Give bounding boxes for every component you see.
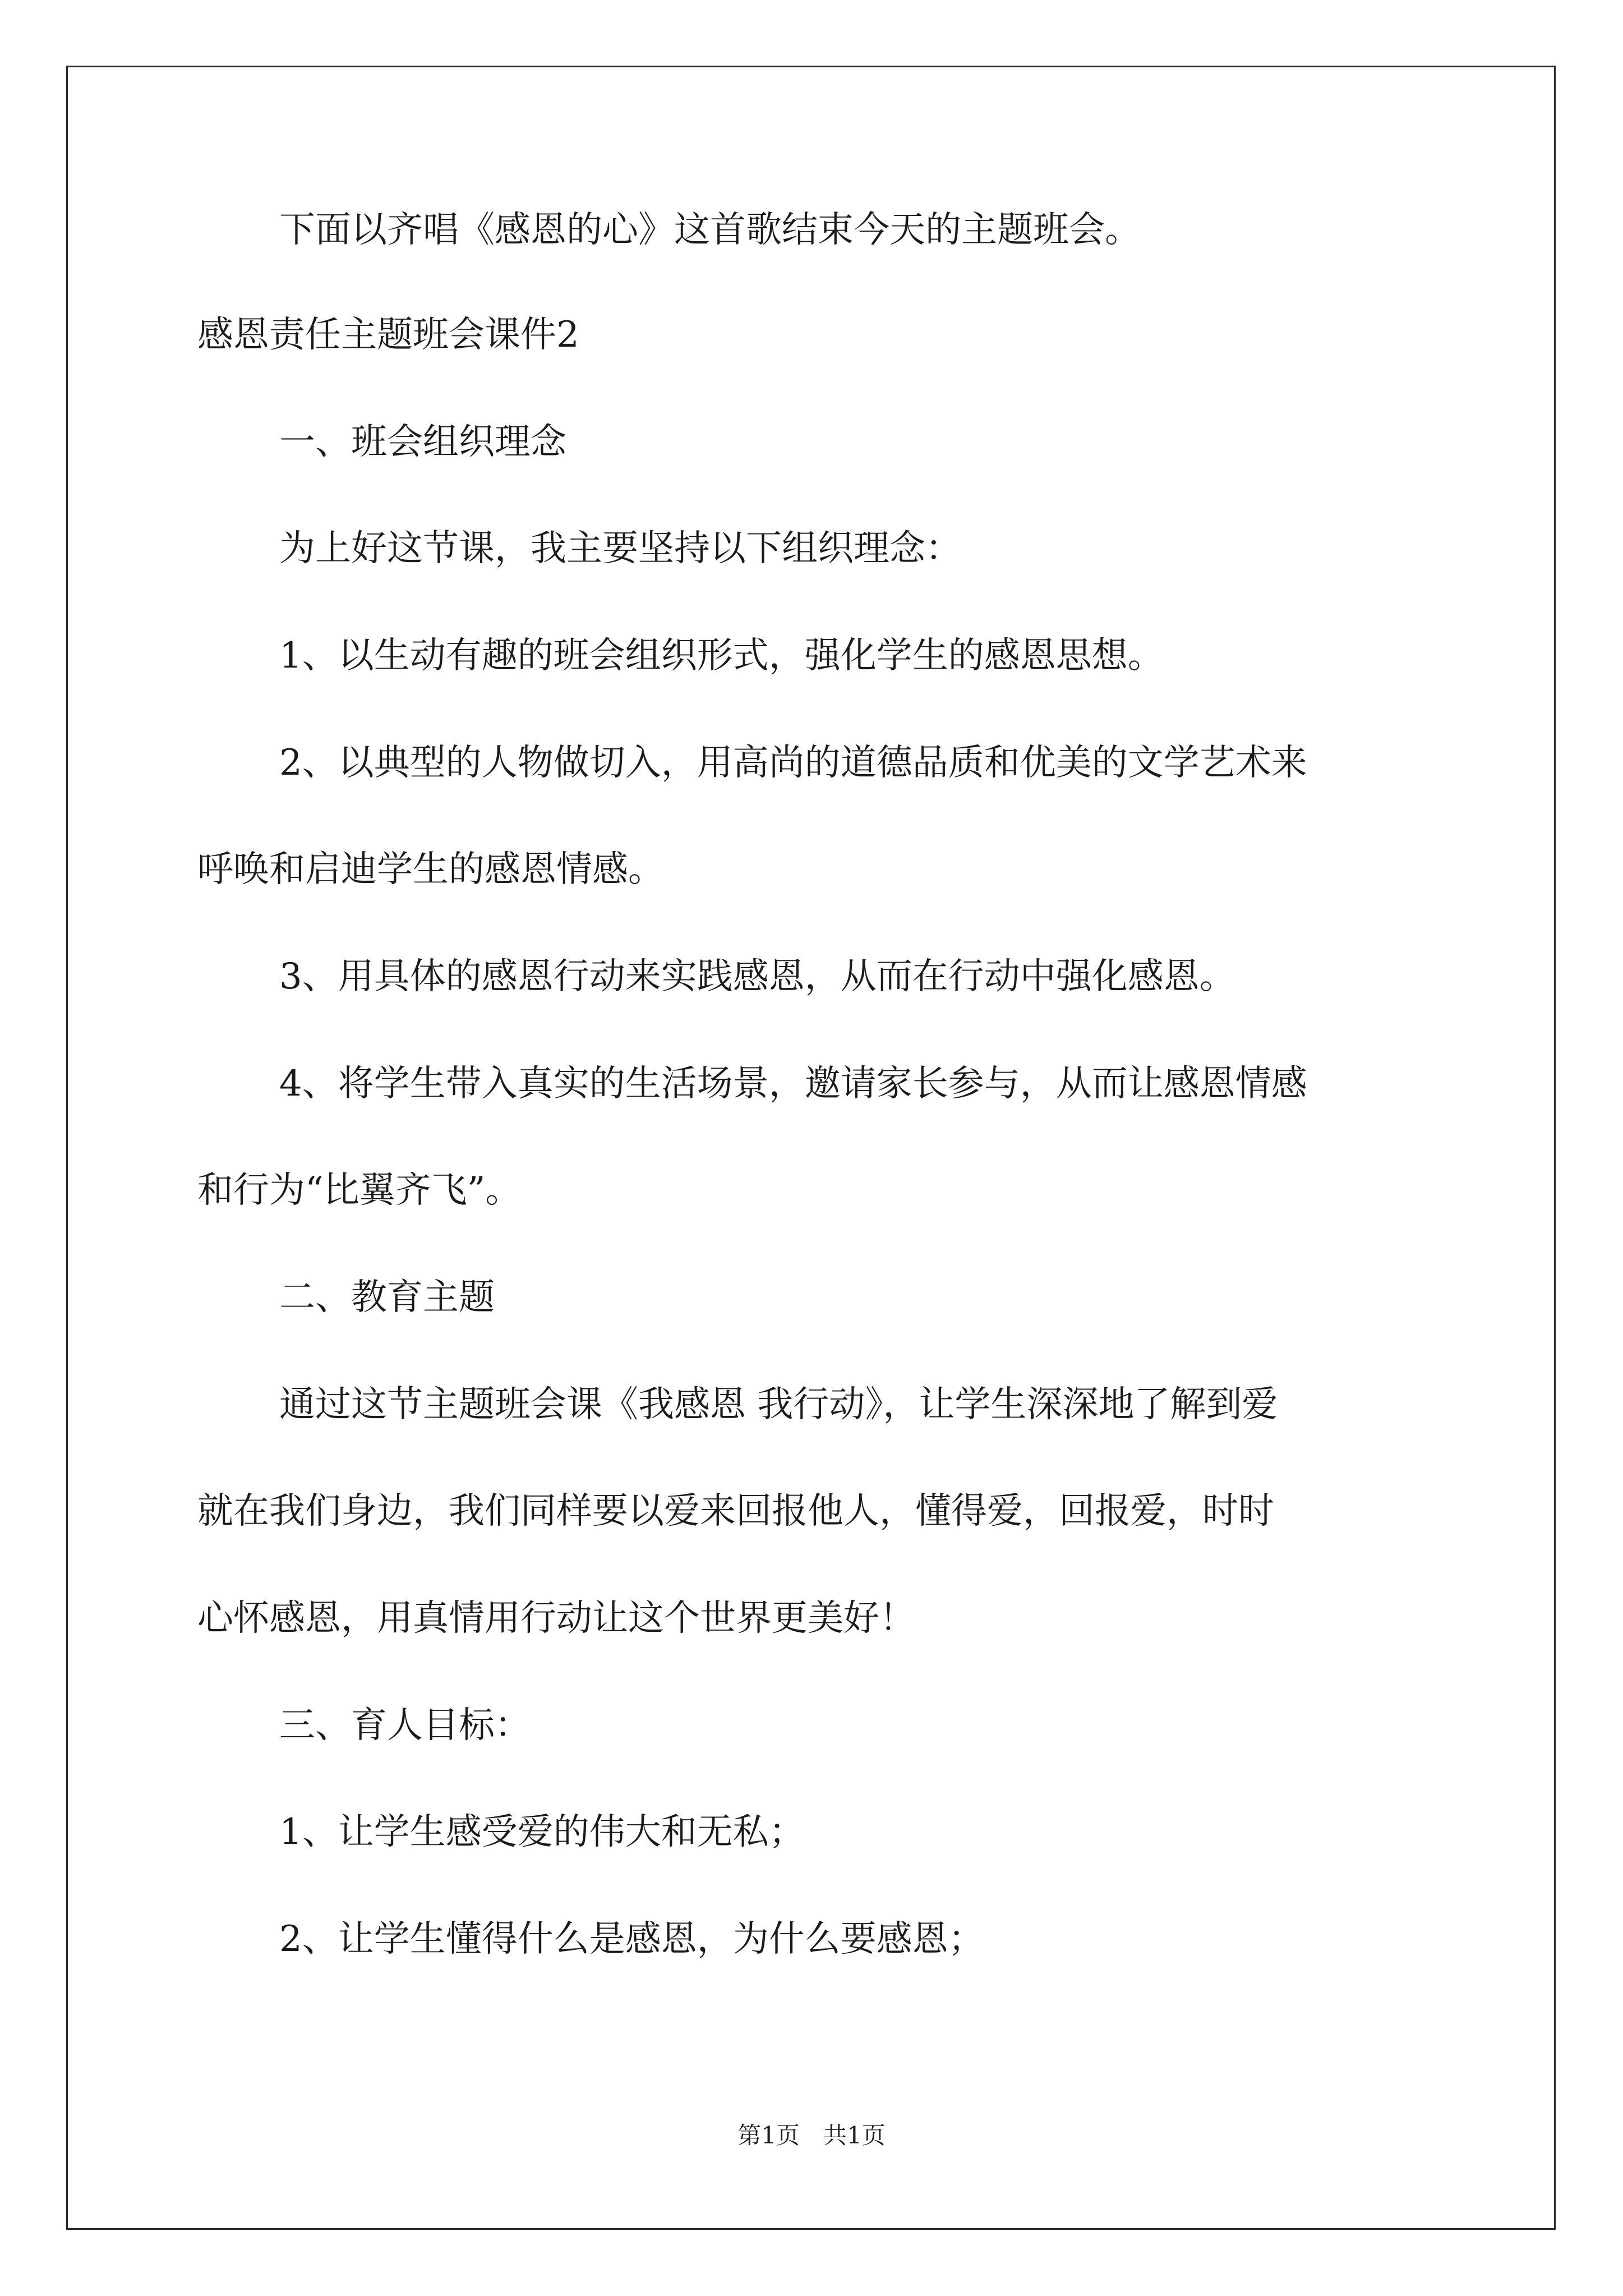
paragraph-theme-1: 通过这节主题班会课《我感恩 我行动》，让学生深深地了解到爱 [279,1384,1278,1425]
heading-education-theme: 二、教育主题 [279,1277,495,1318]
list-item-goal-2: 2、让学生懂得什么是感恩，为什么要感恩； [279,1918,984,1960]
paragraph-theme-3: 心怀感恩，用真情用行动让这个世界更美好！ [197,1598,915,1639]
heading-education-goals: 三、育人目标： [279,1705,531,1746]
list-item-concept-3: 3、用具体的感恩行动来实践感恩，从而在行动中强化感恩。 [279,956,1235,997]
list-item-concept-4: 4、将学生带入真实的生活场景，邀请家长参与，从而让感恩情感 [279,1063,1307,1105]
paragraph-concept-intro: 为上好这节课，我主要坚持以下组织理念： [279,528,961,569]
heading-organization-concept: 一、班会组织理念 [279,421,566,463]
list-item-concept-4-cont: 和行为“比翼齐飞”。 [197,1170,522,1211]
list-item-concept-1: 1、以生动有趣的班会组织形式，强化学生的感恩思想。 [279,635,1164,677]
list-item-goal-1: 1、让学生感受爱的伟大和无私； [279,1811,805,1853]
paragraph-closing-song: 下面以齐唱《感恩的心》这首歌结束今天的主题班会。 [279,209,1141,251]
page-number-footer: 第1页 共1页 [737,2122,886,2149]
list-item-concept-2: 2、以典型的人物做切入，用高尚的道德品质和优美的文学艺术来 [279,742,1307,784]
paragraph-theme-2: 就在我们身边，我们同样要以爱来回报他人，懂得爱，回报爱，时时 [197,1490,1274,1532]
list-item-concept-2-cont: 呼唤和启迪学生的感恩情感。 [197,849,664,890]
document-section-title: 感恩责任主题班会课件2 [197,314,579,356]
page-border [66,66,1556,2230]
